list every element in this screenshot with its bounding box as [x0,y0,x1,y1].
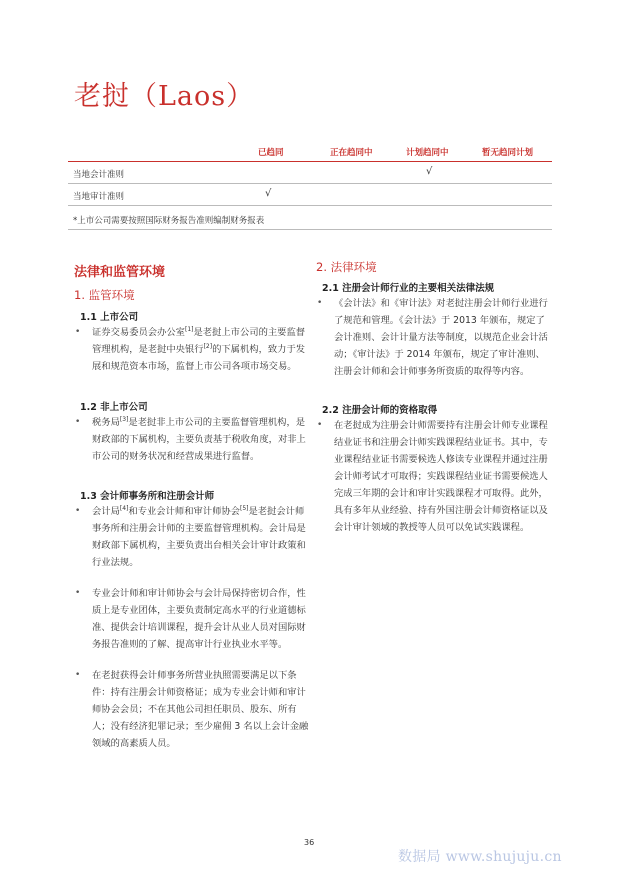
check-mark: √ [265,188,272,199]
footnote-ref: [1] [184,325,194,333]
page-title: 老挝（Laos） [74,81,255,112]
table-note: *上市公司需要按照国际财务报告准则编制财务报表 [73,216,265,226]
section-2-title: 2. 法律环境 [316,260,377,274]
footnote-ref: [3] [119,415,129,423]
bullet-list-1-1 [74,324,310,375]
section-heading-legal: 法律和监管环境 [74,265,166,280]
list-item: • 在老挝成为注册会计师需要持有注册会计师专业课程结业证书和注册会计师实践课程结业证书。其中，专业课程结业证书需要候选人修读专业课程并通过注册会计师考试才可取得；实践课程结业证书需要候选人完成三年期的会计和审计实践课程才可取得。此外，具有多年从业经验、持有外国注册会计师资格证以及会计审计领域的教授等人员可以免试实践课程。 [316,417,552,536]
header-converging: 正在趋同中 [330,148,373,158]
header-converged: 已趋同 [258,148,284,158]
header-planned: 计划趋同中 [406,148,449,158]
footnote-ref: [2] [203,342,213,350]
footnote-ref: [4] [119,504,129,512]
list-item: • 专业会计师和审计师协会与会计局保持密切合作，性质上是专业团体，主要负责制定高水平的行业道德标准、提供会计培训课程，提升会计从业人员对国际财务报告准则的了解、提高审计行业执业水平等。 [74,585,310,653]
table-row [68,162,552,184]
section-1-title: 1. 监管环境 [74,288,135,302]
subsection-2-2-title: 2.2 注册会计师的资格取得 [322,405,438,416]
list-item: • 在老挝获得会计师事务所营业执照需要满足以下条件：持有注册会计师资格证；成为专业会计师和审计师协会会员；不在其他公司担任职员、股东、所有人；没有经济犯罪记录；至少雇佣 3 名以上会计金融领域的高素质人员。 [74,667,310,752]
subsection-2-1-title: 2.1 注册会计师行业的主要相关法律法规 [322,283,495,294]
subsection-1-3-title: 1.3 会计师事务所和注册会计师 [80,491,215,502]
bullet-list-2-2 [316,417,552,536]
convergence-table [68,140,552,230]
watermark: 数据局 www.shujuju.cn [398,849,562,865]
table-header-row [68,140,552,162]
list-item: • 税务局[3]是老挝非上市公司的主要监督管理机构，是财政部的下属机构，主要负责基于税收角度，对非上市公司的财务状况和经营成果进行监督。 [74,414,310,465]
table-row [68,184,552,206]
row-label-auditing: 当地审计准则 [73,192,125,202]
bullet-list-1-2 [74,414,310,465]
check-mark: √ [426,166,433,177]
page-number: 36 [304,838,315,847]
bullet-list-2-1 [316,295,552,380]
header-no-plan: 暂无趋同计划 [482,148,534,158]
list-item: • 《会计法》和《审计法》对老挝注册会计师行业进行了规范和管理。《会计法》于 2013 年颁布，规定了会计准则、会计计量方法等制度，以规范企业会计活动；《审计法》于 2014 年颁布，规定了审计准则、注册会计师和会计师事务所资质的取得等内容。 [316,295,552,380]
table-note-row [68,206,552,230]
list-item: • 证券交易委员会办公室[1]是老挝上市公司的主要监督管理机构，是老挝中央银行[2]的下属机构，致力于发展和规范资本市场，监督上市公司各项市场交易。 [74,324,310,375]
footnote-ref: [5] [239,504,249,512]
row-label-accounting: 当地会计准则 [73,170,125,180]
list-item: • 会计局[4]和专业会计师和审计师协会[5]是老挝会计师事务所和注册会计师的主要监督管理机构。会计局是财政部下属机构，主要负责出台相关会计审计政策和行业法规。 [74,503,310,571]
bullet-list-1-3 [74,503,310,752]
subsection-1-1-title: 1.1 上市公司 [80,312,139,323]
subsection-1-2-title: 1.2 非上市公司 [80,402,148,413]
